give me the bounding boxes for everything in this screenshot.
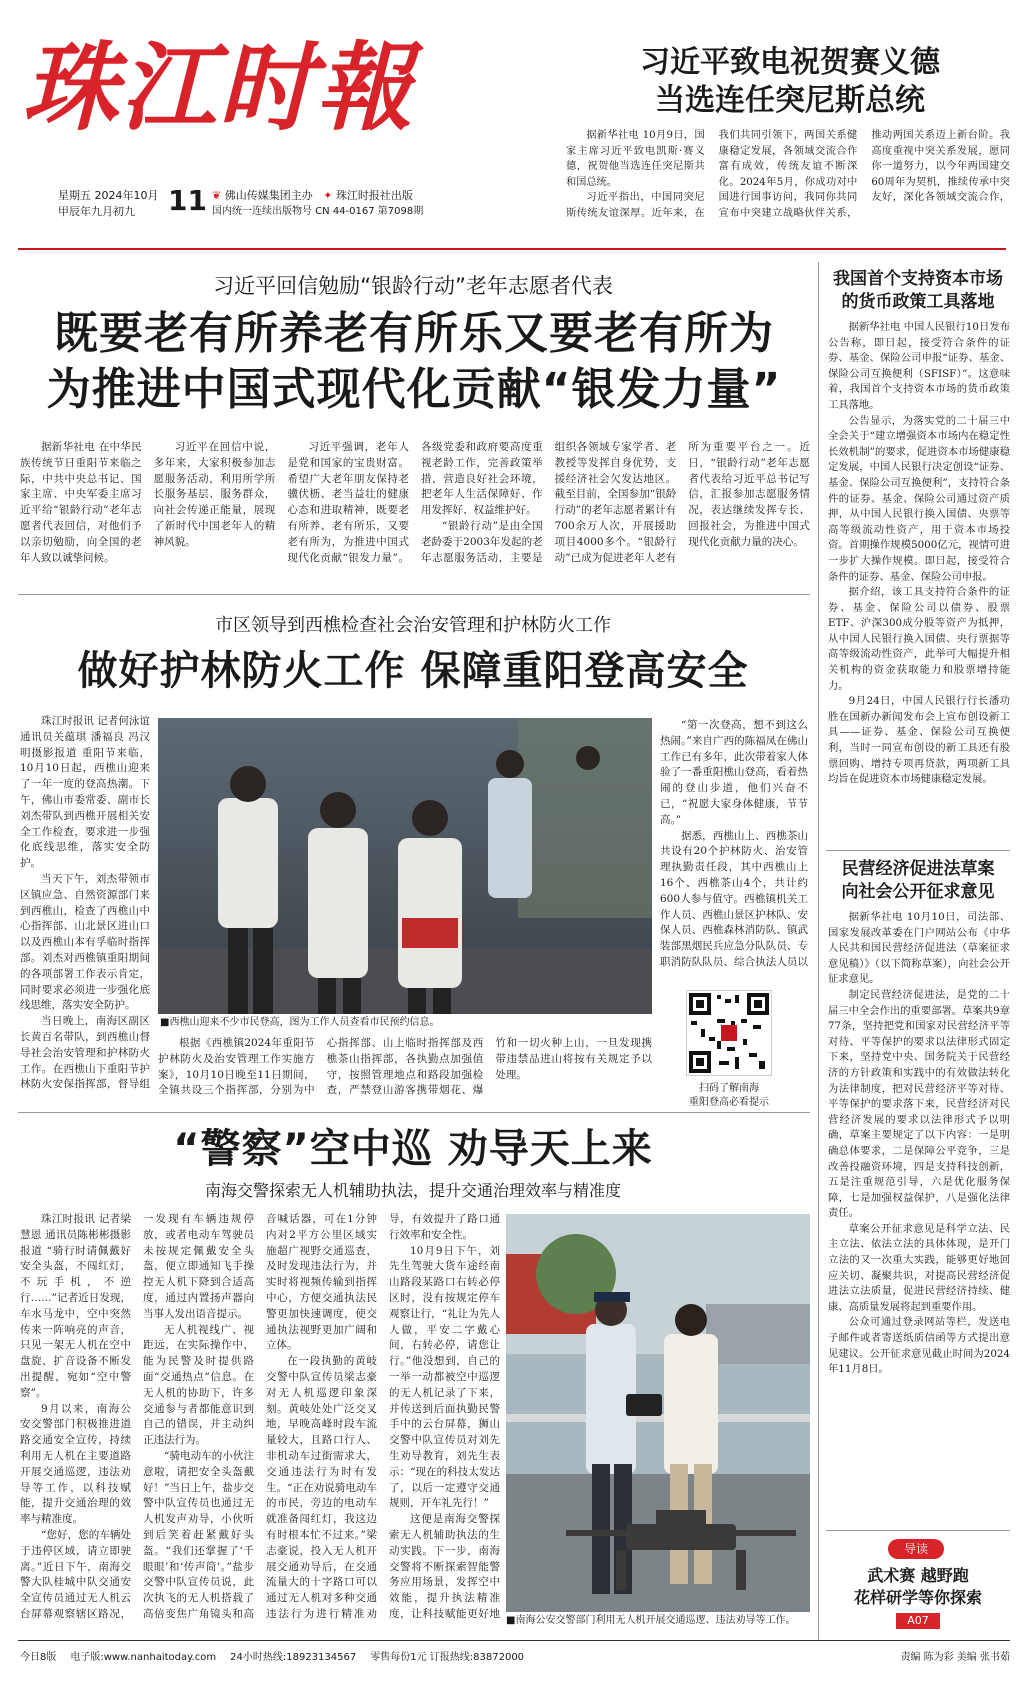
story3-paragraph: 珠江时报讯 记者梁慧恩 通讯员陈彬彬摄影报道 “骑行时请佩戴好安全头盔，不闯红灯，不玩手机，不逆行……”记者近日发现，车水马龙中，空中突然传来一阵响亮的声音，只见一架无人机在空中盘旋，扩音设备不断发出提醒，宛如“空中警察”。 xyxy=(20,1213,131,1399)
story3-paragraph: 10月9日下午，刘先生驾驶大货车途经南山路段某路口右转必停区时，没有按规定停车观察让行，“礼让为先人人做，平安二字戴心间，右转必停，请您让行。”他没想到，自己的一举一动都被空中巡逻的无人机记录了下来，并传送到后面执勤民警手中的云台屏幕，狮山交警中队宣传员对刘先生劝导教育，刘先生表示：“现在的科技太发达了，以后一定遵守交通规则，开车礼先行！” xyxy=(389,1244,500,1510)
side1-paragraph: 据新华社电 中国人民银行10日发布公告称，即日起，接受符合条件的证券、基金、保险公司申报“证券、基金、保险公司互换便利（SFISF）”。这意味着，我国首个支持资本市场的货币政策工具落地。 xyxy=(828,321,1010,411)
publisher: 珠江时报社出版 xyxy=(335,189,413,202)
weekday: 星期五 xyxy=(58,189,91,202)
masthead-rule xyxy=(18,248,1006,250)
story1-headline-line1: 既要老有所养老有所乐又要老有所为 xyxy=(54,308,774,359)
story2-paragraph: 据悉，西樵山上、西樵茶山共设有20个护林防火、治安管理执勤责任段，其中西樵山上16个、西樵茶山4个，共计约600人参与值守。西樵镇机关工作人员、西樵山景区护林队、安保人员、西樵森林消防队、镇武装部黑烟民兵应急分队队员、专职消防队队员、综合执法人员以 xyxy=(660,829,808,968)
side2-paragraph: 制定民营经济促进法，是党的二十届三中全会作出的重要部署。草案共9章77条，坚持把党和国家对民营经济平等对待、平等保护的要求以法律形式固定下来，坚持党中央、国务院关于民营经济的方针政策和实践中的有效做法转化为法律制度，把对民营经济平等对待、平等保护的要求落下来，民营经济对民营经济发展的要求以法律形式予以明确，草案主要规定了以下内容：一是明确总体要求，二是保障公平竞争，三是改善投融资环境，四是支持科技创新，五是注重规范引导，六是优化服务保障，七是加强权益保护，八是强化法律责任。 xyxy=(828,988,1010,1220)
side-divider xyxy=(826,850,1010,851)
story3-paragraph: “您好，您的车辆处于违停区域，请立即驶离。”近日下午，南海交警大队桂城中队交通安全宣传员通过无人机云台屏幕观察辖区路况，一发现有车辆违规停放，或者电动车驾驶员未按规定佩戴安全头盔，便立即通知飞手操控无人机下降到合适高度，通过内置扬声器向当事人发出语音提示。 xyxy=(20,1213,254,1620)
drone-police-photo-icon xyxy=(506,1214,810,1612)
story3-headline: “警察”空中巡 劝导天上来 xyxy=(173,1126,653,1172)
story3-subhead: 南海交警探索无人机辅助执法，提升交通治理效率与精准度 xyxy=(204,1181,621,1200)
footer-email-label: 电子版: xyxy=(70,1652,104,1663)
story3-photo xyxy=(506,1214,810,1612)
cn-number: 国内统一连续出版物号 CN 44-0167 第7098期 xyxy=(212,206,424,217)
story3-paragraph: 9月以来，南海公安交警部门积极推进道路交通安全宣传，持续利用无人机在主要道路开展交通巡逻，违法劝导等工作，以科技赋能，提升交通治理的效率与精准度。 xyxy=(20,1402,131,1526)
side2-paragraph: 草案公开征求意见是科学立法、民主立法、依法立法的具体体现，是开门立法的又一次重大实践，能够更好地回应关切、凝聚共识，对提高民营经济促进法立法质量，促进民营经济持续、健康、高质量发展将起到重要作用。 xyxy=(828,1222,1010,1313)
side1-headline-line1: 我国首个支持资本市场 xyxy=(833,269,1003,289)
teaser-line1: 武术赛 越野跑 xyxy=(867,1566,969,1585)
story1-paragraph: 习近平强调，老年人是党和国家的宝贵财富。希望广大老年朋友保持老骥伏枥、老当益壮的健康心态和进取精神，既要老有所养、老有所乐，又要老有所为，为推进中国式现代化贡献“银发力量”。各级党委和政府要高度重视老龄工作，完善政策举措，营造良好社会环境，把老年人生活保障好、作用发挥好、权益维护好。 xyxy=(287,441,543,564)
side2-headline-line1: 民营经济促进法草案 xyxy=(841,859,995,879)
footer-website-link[interactable]: www.nanhaitoday.com xyxy=(103,1652,217,1663)
side1-paragraph: 9月24日，中国人民银行行长潘功胜在国新办新闻发布会上宣布创设新工具——证券、基金、保险公司互换便利，当时一同宣布创设的新工具还有股票回购、增持专项再贷款，两项新工具均旨在促进资本市场健康稳定发展。 xyxy=(828,695,1010,786)
footer-pages: 今日8版 xyxy=(20,1652,57,1663)
side1-paragraph: 公告显示，为落实党的二十届三中全会关于“建立增强资本市场内在稳定性长效机制”的要求，促进资本市场健康稳定发展，中国人民银行决定创设“证券、基金、保险公司互换便利”，支持符合条件的证券、基金、保险公司通过资产质押，从中国人民银行换入国债、央票等高等级流动性资产，用于资本市场投资。首期操作规模5000亿元，视情可进一步扩大操作规模。即日起，接受符合条件的证券、基金、保险公司申报。 xyxy=(828,414,1010,583)
footer-rule xyxy=(18,1640,1010,1641)
teaser-box[interactable] xyxy=(826,1530,1010,1634)
story2-paragraph: 当日晚上，南海区副区长黄百名带队，到西樵山督导社会治安管理和护林防火工作。在西樵山下重阳节护林防火安保指挥部，督导组 xyxy=(20,1015,150,1091)
story2-body-bottom xyxy=(158,1036,652,1104)
story2-kicker: 市区领导到西樵检查社会治安管理和护林防火工作 xyxy=(215,615,611,636)
story2-body-left xyxy=(20,714,150,1104)
side2-headline-line2: 向社会公开征求意见 xyxy=(841,882,995,902)
lead-paragraph: 据新华社电 10月9日，国家主席习近平致电凯斯·赛义德，祝贺他当选连任突尼斯共和国总统。 xyxy=(566,130,705,188)
story2-paragraph: 珠江时报讯 记者何泳谊 通讯员关蕴琪 潘福良 冯汉明摄影报道 重阳节来临，10月10日起，西樵山迎来了一年一度的登高热潮。下午，佛山市委常委、副市长刘杰带队到西樵开展相关安全工作检查，要求进一步强化底线思维，落实安全防护。 xyxy=(20,715,150,870)
story2-paragraph: 当天下午，刘杰带领市区镇应急、自然资源部门来到西樵山，检查了西樵山中心指挥部、山北景区进山口以及西樵山本有孚临时指挥部。刘杰对西樵镇重阳期间的各项部署工作表示肯定，同时要求必须进一步强化底线思维，落实安全防护。 xyxy=(20,872,150,1012)
side2-headline xyxy=(826,858,1010,904)
teaser-label: 导读 xyxy=(888,1539,944,1559)
qr-caption-line2: 重阳登高必看提示 xyxy=(689,1097,769,1108)
side1-body xyxy=(828,320,1010,840)
lead-headline-line1: 习近平致电祝贺赛义德 xyxy=(640,45,940,80)
lead-body xyxy=(566,128,1010,228)
sponsor-logo-icon: ❦ xyxy=(212,189,222,202)
story2-photo xyxy=(158,718,652,1014)
footer xyxy=(20,1648,1010,1663)
qr-pattern-icon xyxy=(687,991,771,1075)
publisher-block xyxy=(212,188,542,220)
story1-headline-line2: 为推进中国式现代化贡献“银发力量” xyxy=(46,364,782,415)
qr-code-icon[interactable] xyxy=(686,990,772,1076)
footer-editors: 责编 陈为彩 美编 张书茹 xyxy=(900,1652,1010,1663)
teaser-headline xyxy=(826,1565,1010,1609)
qr-caption-line1: 扫码了解南海 xyxy=(699,1083,759,1094)
lunar-date: 甲辰年九月初九 xyxy=(58,205,135,218)
night-crowd-photo-icon xyxy=(158,718,652,1014)
story1-headline xyxy=(14,306,814,418)
side2-body xyxy=(828,910,1010,1490)
story2-paragraph: “第一次登高，想不到这么热闹。”来自广西的陈福凤在佛山工作已有多年，此次带着家人体验了一番重阳樵山登高，看着热闹的登山步道，他们兴奋不已，“祝愿大家身体健康，节节高。” xyxy=(660,719,808,826)
lead-paragraph: 习近平指出，中国同突尼斯传统友谊深厚。近年来，在我们共同引领下，两国关系健康稳定发展，各领域交流合作富有成效，传统友谊不断深化。2024年5月，你成功对中国进行国事访问，我同你共同宣布中突建立战略伙伴关系，推动两国关系迈上新台阶。我高度重视中突关系发展，愿同你一道努力，以今年两国建交60周年为契机，推续传承中突友好，深化各领域交流合作， xyxy=(566,130,1010,219)
story3-photo-caption: ■南海公安交警部门利用无人机开展交通巡逻、违法劝导等工作。 xyxy=(506,1615,796,1626)
newspaper-logo: 珠江时報 xyxy=(22,31,414,144)
qr-caption xyxy=(664,1082,794,1110)
date: 2024年10月 xyxy=(94,189,159,202)
story3-paragraph: “骑电动车的小伙注意啦，请把安全头盔戴好！”当日上午，盐步交警中队宣传员也通过无人机发声劝导，小伙听到后笑着赶紧戴好头盔。“我们还掌握了‘千眼眼’和‘传声筒’。”盐步交警中队宣传员说，此次执飞的无人机搭载了高倍变焦广角镜头和高音喊话器，可在1分钟内对2平方公里区域实施超广视野交通巡查，及时发现违法行为，并实时将视频传输到指挥中心，方便交通执法民警更加快速调度，使交通执法视野更加广阔和立体。 xyxy=(143,1213,377,1620)
lead-headline-line2: 当选连任突尼斯总统 xyxy=(655,83,925,118)
teaser-page: A07 xyxy=(896,1613,940,1629)
masthead-date-block xyxy=(58,188,168,220)
side2-paragraph: 据新华社电 10月10日，司法部、国家发展改革委在门户网站公布《中华人民共和国民营经济促进法（草案征求意见稿）》（以下简称草案），向社会公开征求意见。 xyxy=(828,911,1010,986)
story1-paragraph: “银龄行动”是由全国老龄委于2003年发起的老年志愿服务活动，主要是组织各领域专家学者、老教授等发挥自身优势，支援经济社会欠发达地区。截至目前，全国参加“银龄行动”的老年志愿者累计有700余万人次，开展援助项目4000多个。“银龄行动”已成为促进老年人老有所为重要平台之一。近日，“银龄行动”老年志愿者代表给习近平总书记写信，汇报参加志愿服务情况，表达继续发挥专长、回报社会，为推进中国式现代化贡献力量的决心。 xyxy=(420,441,810,564)
issue-day: 11 xyxy=(168,184,207,217)
teaser-line2: 花样研学等你探索 xyxy=(853,1588,982,1607)
story1-body xyxy=(20,440,810,580)
side1-headline xyxy=(826,268,1010,314)
footer-hotline: 24小时热线:18923134567 xyxy=(230,1652,357,1663)
section-divider xyxy=(18,594,810,595)
story3-body-left xyxy=(20,1212,500,1632)
story1-paragraph: 习近平在回信中说，多年来，大家积极参加志愿服务活动，利用所学所长服务基层、服务群众，向社会传递正能量，展现了新时代中国老年人的精神风貌。 xyxy=(153,441,276,548)
side1-headline-line2: 的货币政策工具落地 xyxy=(841,292,995,312)
lead-headline xyxy=(560,44,1020,120)
side1-paragraph: 据介绍，该工具支持符合条件的证券、基金、保险公司以债券、股票ETF、沪深300成分股等资产为抵押，从中国人民银行换入国债、央行票据等高等级流动性资产，此举可大幅提升相关机构的资金获取能力和股票增持能力。 xyxy=(828,586,1010,692)
story1-kicker: 习近平回信勉励“银龄行动”老年志愿者代表 xyxy=(213,274,613,298)
story1-paragraph: 据新华社电 在中华民族传统节日重阳节来临之际，中共中央总书记、国家主席、中央军委主席习近平给“银龄行动”老年志愿者代表回信，对他们予以亲切勉励，向全国的老年人致以诚挚问候。 xyxy=(20,441,142,564)
sponsor: 佛山传媒集团主办 xyxy=(224,189,313,202)
story2-headline: 做好护林防火工作 保障重阳登高安全 xyxy=(77,648,749,694)
side2-paragraph: 公众可通过登录网站等栏，发送电子邮件或者寄送纸质信函等方式提出意见建议。公开征求意见截止时间为2024年11月8日。 xyxy=(828,1316,1010,1376)
section-divider xyxy=(18,1112,810,1113)
story2-photo-caption: ■西樵山迎来不少市民登高，图为工作人员查看市民预约信息。 xyxy=(160,1017,440,1028)
story3-paragraph: 无人机视线广、视距远，在实际操作中，能为民警及时提供路面“交通热点”信息。在无人机的协助下，许多交通参与者都能意识到自己的错误，并主动纠正违法行为。 xyxy=(143,1323,254,1447)
story3-paragraph: 在一段执勤的黄岐交警中队宣传员梁志豪对无人机巡逻印象深刻。黄岐处处广泛交叉地，早晚高峰时段车流量较大，且路口行人、非机动车过街需求大，交通违法行为时有发生。“正在劝说骑电动车的市民，旁边的电动车就准备闯红灯，我这边有时根本忙不过来。”梁志豪说，投入无人机开展交通劝导后，在交通流量大的十字路口可以通过无人机对多种交通违法行为进行精准劝导，有效提升了路口通行效率和安全性。 xyxy=(266,1213,500,1620)
sidebar-divider xyxy=(818,262,819,1640)
story2-body-right xyxy=(660,718,808,978)
story3-paragraph: 这便是南海交警探索无人机辅助执法的生动实践。下一步，南海交警将不断探索智能警务应用场景，发挥空中效能，提升执法精准度，让科技赋能更好地 xyxy=(389,1513,500,1620)
footer-price: 零售每份1元 订报热线:83872000 xyxy=(370,1652,525,1663)
publisher-logo-icon: ✦ xyxy=(323,189,333,202)
story2-paragraph: 根据《西樵镇2024年重阳节护林防火及治安管理工作实施方案》，10月10日晚至11日期间，全镇共设三个指挥部，分别为中心指挥部、山上临时指挥部及西樵茶山指挥部，各执勤点加强值守，按照管理地点和路段加强检查，严禁登山游客携带烟花、爆竹和一切火种上山，一旦发现携带违禁品进山将按有关规定予以处理。 xyxy=(158,1037,652,1097)
